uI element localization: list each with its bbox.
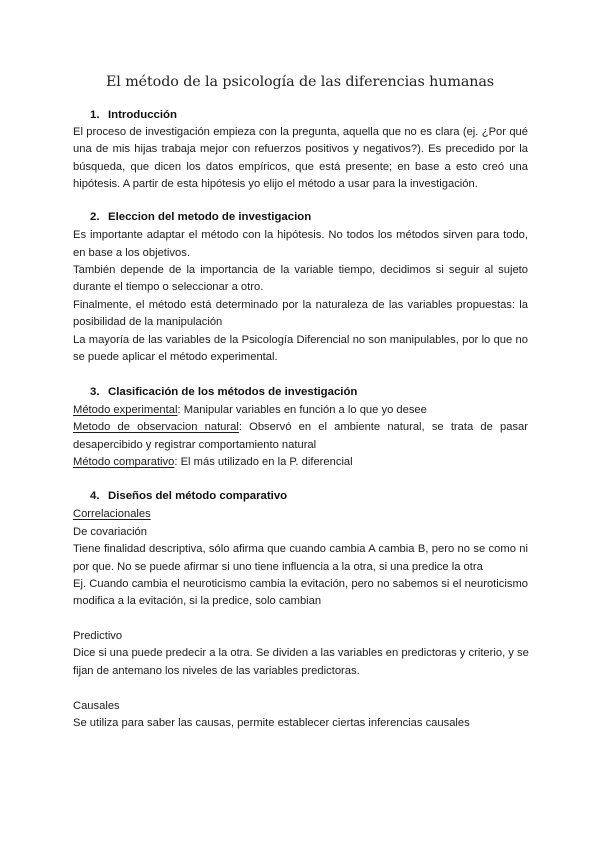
paragraph-line: modifica a la evitación, si la predice, solo cambian <box>73 595 322 607</box>
paragraph-line: La mayoría de las variables de la Psicología Diferencial no son manipulables, por lo que no <box>73 334 528 346</box>
paragraph-line: Se utiliza para saber las causas, permite establecer ciertas inferencias causales <box>73 717 470 729</box>
paragraph-line: en base a los objetivos. <box>73 247 190 259</box>
paragraph-line: fijan de antemano los niveles de las variables predictoras. <box>73 665 360 677</box>
paragraph-line: El proceso de investigación empieza con la pregunta, aquella que no es clara (ej. ¿Por qué <box>73 126 528 138</box>
method-description: : El más utilizado en la P. diferencial <box>174 456 353 468</box>
section-number: 4. <box>90 490 100 502</box>
paragraph-line: Es importante adaptar el método con la hipótesis. No todos los métodos sirven para todo, <box>73 229 528 241</box>
paragraph-line: una de mis hijas trabaja mejor con refuerzos positivos y negativos?). Es precedido por la <box>73 143 528 155</box>
paragraph-line: búsqueda, que dicen los datos empíricos, que está presente; en base a esto creó una <box>73 161 528 173</box>
section-heading-disenos <box>90 490 287 502</box>
method-item-experimental <box>73 403 528 417</box>
section-number: 1. <box>90 109 100 121</box>
paragraph-line: Finalmente, el método está determinado por la naturaleza de las variables propuestas: la <box>73 299 528 311</box>
paragraph-line: Tiene finalidad descriptiva, sólo afirma que cuando cambia A cambia B, pero no se como ni <box>73 543 528 555</box>
paragraph-line: desapercibido y registrar comportamiento natural <box>73 439 317 451</box>
section-number: 3. <box>90 386 100 398</box>
method-term: Método experimental <box>73 404 178 416</box>
paragraph-line: se puede aplicar el método experimental. <box>73 351 278 363</box>
subheading-causales: Causales <box>73 700 120 712</box>
section-title: Introducción <box>108 109 177 121</box>
method-description: : Observó en el ambiente natural, se trata de pasar <box>238 421 528 433</box>
paragraph-line: Dice si una puede predecir a la otra. Se dividen a las variables en predictoras y criterio, y se <box>73 647 529 659</box>
method-item-observacion <box>73 420 528 434</box>
section-heading-clasificacion <box>90 386 357 398</box>
paragraph-line: Ej. Cuando cambia el neuroticismo cambia la evitación, pero no sabemos si el neuroticismo <box>73 578 528 590</box>
section-heading-introduccion <box>90 109 177 121</box>
subheading-predictivo: Predictivo <box>73 630 123 642</box>
paragraph-line: durante el tiempo o seleccionar a otro. <box>73 281 264 293</box>
section-title: Diseños del método comparativo <box>108 490 288 502</box>
paragraph-line: De covariación <box>73 526 147 538</box>
method-term: Método comparativo <box>73 456 175 468</box>
section-heading-eleccion <box>90 211 311 223</box>
document-title: El método de la psicología de las diferencias humanas <box>105 74 495 90</box>
paragraph-line: posibilidad de la manipulación <box>73 316 223 328</box>
subheading-row <box>73 507 528 521</box>
method-description: : Manipular variables en función a lo que yo desee <box>177 404 427 416</box>
subheading-correlacionales: Correlacionales <box>73 508 151 520</box>
method-item-comparativo <box>73 455 528 469</box>
section-number: 2. <box>90 211 100 223</box>
paragraph-line: hipótesis. A partir de esta hipótesis yo elijo el método a usar para la investigación. <box>73 178 478 190</box>
paragraph-line: por que. No se puede afirmar si uno tiene influencia a la otra, si una predice la otra <box>73 561 483 573</box>
section-title: Clasificación de los métodos de investigación <box>108 386 358 398</box>
paragraph-line: También depende de la importancia de la variable tiempo, decidimos si seguir al sujeto <box>73 264 528 276</box>
method-term: Metodo de observacion natural <box>73 421 239 433</box>
section-title: Eleccion del metodo de investigacion <box>108 211 312 223</box>
